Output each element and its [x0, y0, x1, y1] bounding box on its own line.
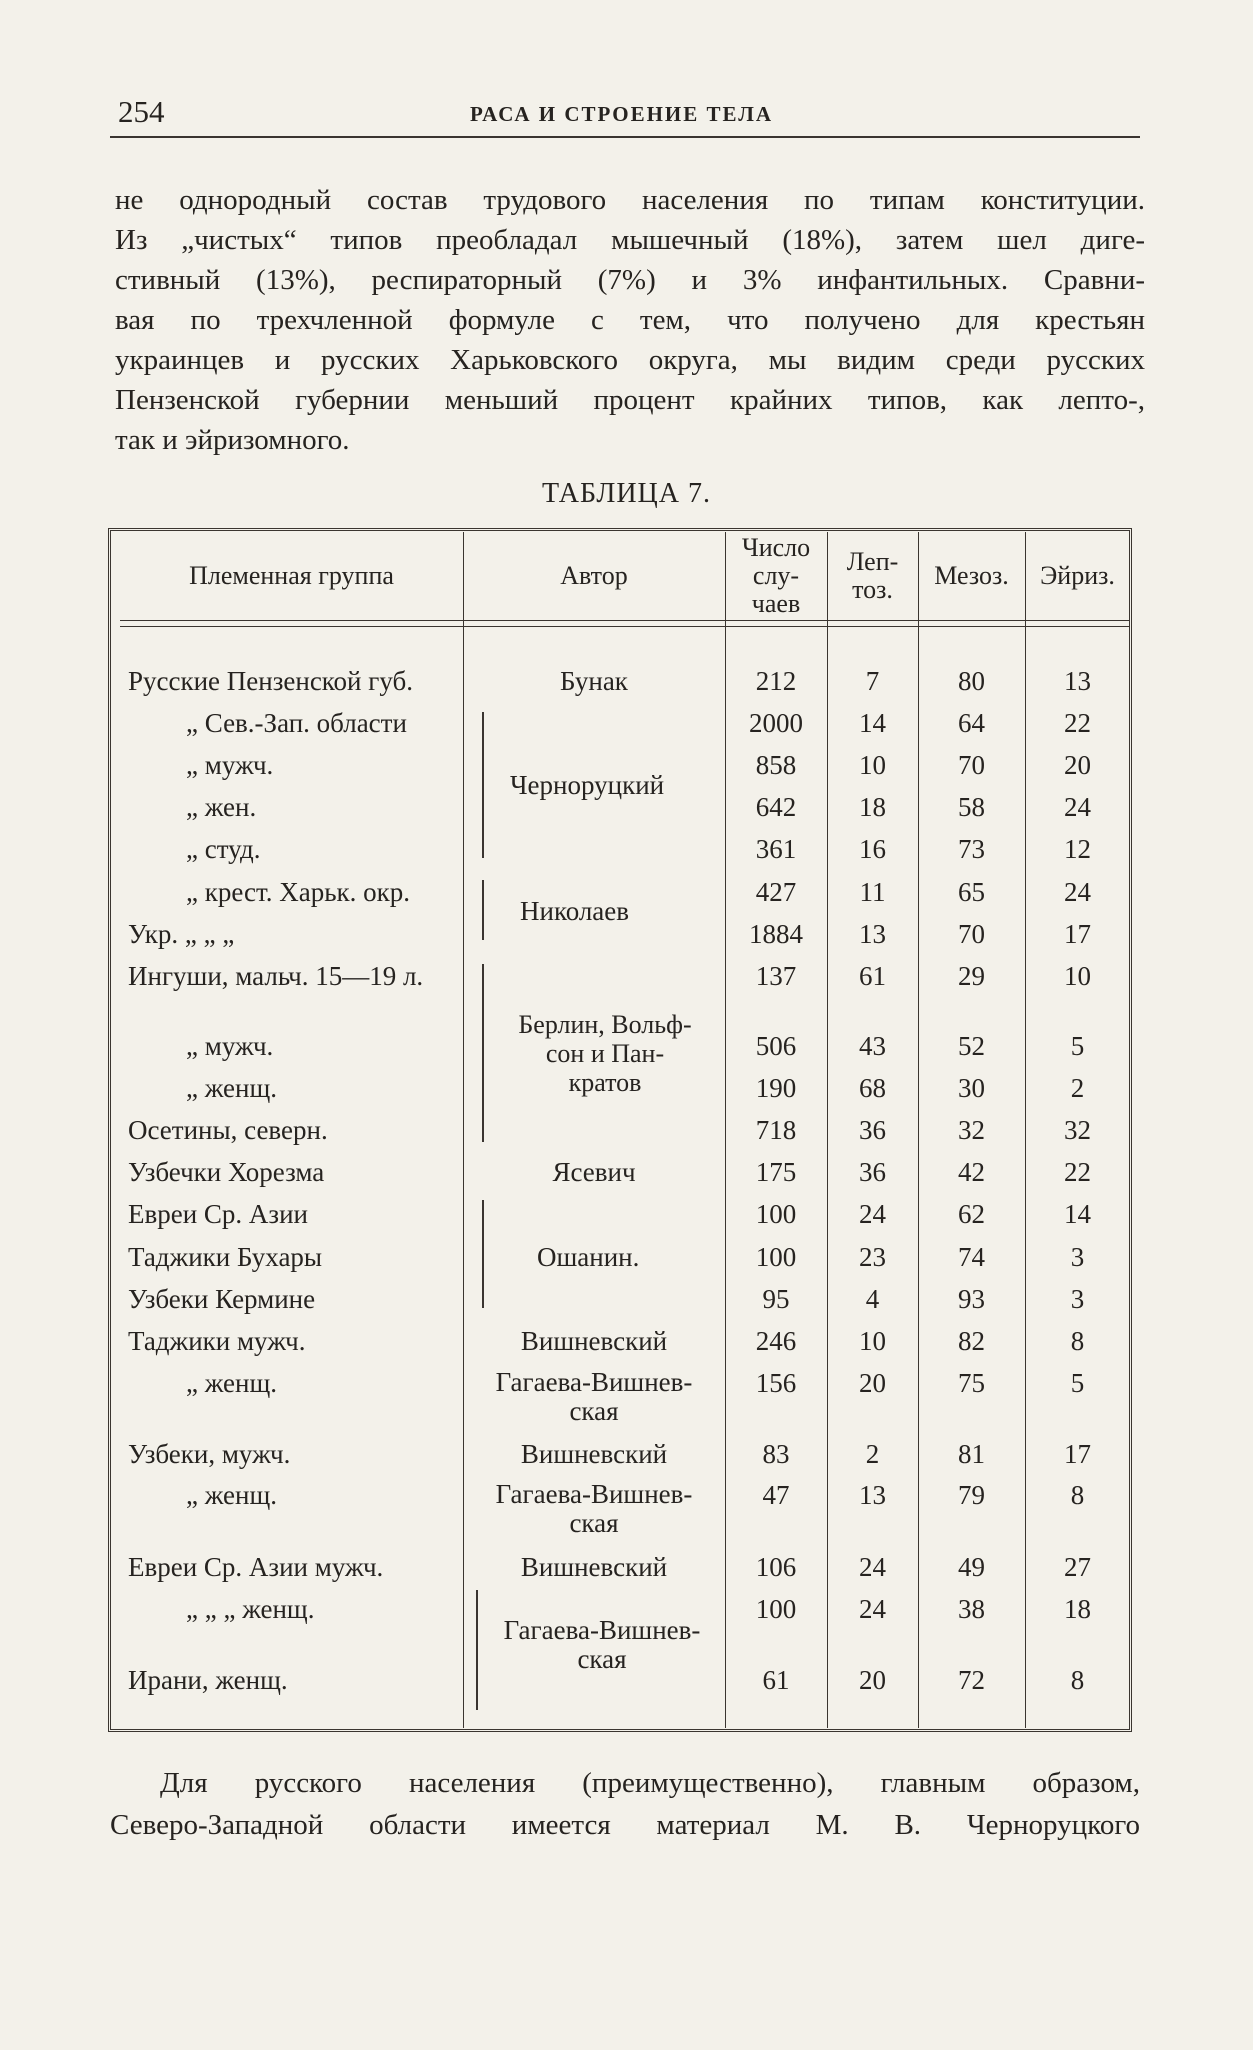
header-mezo: Мезоз. [934, 561, 1009, 590]
cell-mezo: 38 [958, 1594, 985, 1624]
cell-mezo: 79 [958, 1480, 985, 1510]
cell-group: Узбеки, мужч. [128, 1439, 291, 1469]
header-lepto-line: тоз. [852, 575, 893, 604]
cell-group: „ женщ. [186, 1073, 278, 1103]
author-cell: Черноруцкий [510, 770, 665, 800]
cell-eury: 24 [1064, 792, 1091, 822]
cell-group: Узбечки Хорезма [128, 1157, 325, 1187]
grouping-brace [482, 1200, 494, 1308]
cell-lepto: 2 [865, 1439, 880, 1469]
cell-cases: 246 [755, 1326, 797, 1356]
intro-line: Из „чистых“ типов преобладал мышечный (18%), затем шел диге- [115, 224, 1145, 256]
cell-group: „ мужч. [186, 750, 274, 780]
cell-eury: 5 [1070, 1031, 1085, 1061]
cell-mezo: 52 [958, 1031, 985, 1061]
cell-lepto: 16 [859, 834, 886, 864]
cell-lepto: 13 [859, 919, 886, 949]
author-line: Берлин, Вольф- [518, 1010, 692, 1039]
author-cell: Вишневский [520, 1439, 668, 1469]
cell-mezo: 81 [958, 1439, 985, 1469]
cell-group: Ирани, женщ. [128, 1665, 288, 1695]
cell-lepto: 36 [859, 1157, 886, 1187]
cell-cases: 212 [755, 666, 797, 696]
closing-line: Северо-Западной области имеется материал М. В. Черноруцкого [110, 1809, 1140, 1841]
intro-line: стивный (13%), респираторный (7%) и 3% инфантильных. Сравни- [115, 264, 1145, 296]
author-cell: Вишневский [520, 1552, 668, 1582]
cell-mezo: 42 [958, 1157, 985, 1187]
author-cell [463, 1368, 725, 1426]
cell-cases: 175 [755, 1157, 797, 1187]
cell-group: Ингуши, мальч. 15—19 л. [128, 961, 424, 991]
cell-eury: 5 [1070, 1368, 1085, 1398]
table-title: ТАБЛИЦА 7. [542, 478, 711, 509]
cell-cases: 47 [762, 1480, 790, 1510]
author-cell [484, 1616, 720, 1674]
cell-mezo: 30 [958, 1073, 985, 1103]
cell-group: Евреи Ср. Азии [128, 1199, 308, 1229]
cell-eury: 22 [1064, 1157, 1091, 1187]
cell-eury: 14 [1064, 1199, 1091, 1229]
cell-eury: 8 [1070, 1665, 1085, 1695]
cell-eury: 2 [1070, 1073, 1085, 1103]
cell-lepto: 14 [859, 708, 886, 738]
cell-eury: 8 [1070, 1480, 1085, 1510]
cell-eury: 18 [1064, 1594, 1091, 1624]
cell-cases: 106 [755, 1552, 797, 1582]
author-line: Гагаева-Вишнев- [495, 1367, 693, 1397]
cell-lepto: 24 [859, 1552, 886, 1582]
author-cell [463, 1480, 725, 1538]
cell-group: Таджики Бухары [128, 1242, 323, 1272]
header-lepto-line: Леп- [846, 547, 899, 576]
cell-lepto: 20 [859, 1368, 886, 1398]
author-line: сон и Пан- [545, 1039, 665, 1068]
cell-group: Русские Пензенской губ. [128, 666, 413, 696]
cell-cases: 100 [755, 1594, 797, 1624]
cell-eury: 20 [1064, 750, 1091, 780]
cell-group: „ крест. Харьк. окр. [186, 877, 411, 907]
header-cases [725, 532, 827, 620]
header-eury: Эйриз. [1040, 561, 1115, 590]
cell-lepto: 68 [859, 1073, 886, 1103]
author-cell: Вишневский [520, 1326, 668, 1356]
header-separator [120, 620, 1130, 627]
closing-line: Для русского населения (преимущественно), главным образом, [160, 1767, 1140, 1799]
cell-eury: 8 [1070, 1326, 1085, 1356]
cell-cases: 642 [755, 792, 797, 822]
header-cases-line: чаев [751, 589, 801, 618]
cell-group: „ студ. [186, 834, 261, 864]
cell-lepto: 23 [859, 1242, 886, 1272]
cell-group: „ женщ. [186, 1480, 278, 1510]
cell-lepto: 43 [859, 1031, 886, 1061]
cell-eury: 32 [1064, 1115, 1091, 1145]
cell-eury: 10 [1064, 961, 1091, 991]
intro-line: не однородный состав трудового населения по типам конституции. [115, 184, 1145, 216]
cell-mezo: 70 [958, 750, 985, 780]
cell-mezo: 62 [958, 1199, 985, 1229]
cell-lepto: 7 [865, 666, 880, 696]
intro-line: вая по трехчленной формуле с тем, что получено для крестьян [115, 304, 1145, 336]
intro-paragraph [115, 180, 1145, 460]
author-cell: Бунак [560, 666, 628, 696]
cell-lepto: 13 [859, 1480, 886, 1510]
cell-lepto: 36 [859, 1115, 886, 1145]
cell-mezo: 80 [958, 666, 985, 696]
running-head: РАСА И СТРОЕНИЕ ТЕЛА [470, 102, 774, 126]
author-cell: Ошанин. [537, 1242, 640, 1272]
cell-mezo: 93 [958, 1284, 985, 1314]
header-group: Племенная группа [189, 561, 394, 590]
cell-cases: 83 [762, 1439, 790, 1469]
cell-cases: 506 [755, 1031, 797, 1061]
cell-eury: 12 [1064, 834, 1091, 864]
intro-line: так и эйризомного. [115, 424, 350, 456]
cell-mezo: 49 [958, 1552, 985, 1582]
author-line: ская [569, 1396, 619, 1426]
cell-mezo: 58 [958, 792, 985, 822]
cell-lepto: 24 [859, 1594, 886, 1624]
cell-cases: 361 [755, 834, 797, 864]
cell-eury: 22 [1064, 708, 1091, 738]
grouping-brace [482, 880, 494, 940]
cell-cases: 718 [755, 1115, 797, 1145]
header-lepto [827, 532, 918, 620]
cell-cases: 156 [755, 1368, 797, 1398]
cell-lepto: 10 [859, 1326, 886, 1356]
cell-eury: 13 [1064, 666, 1091, 696]
author-line: кратов [568, 1068, 642, 1097]
cell-lepto: 10 [859, 750, 886, 780]
cell-lepto: 18 [859, 792, 886, 822]
cell-eury: 24 [1064, 877, 1091, 907]
author-cell: Ясевич [552, 1157, 636, 1187]
author-line: ская [569, 1508, 619, 1538]
cell-eury: 17 [1064, 1439, 1091, 1469]
author-cell [490, 1010, 720, 1097]
author-line: ская [577, 1644, 627, 1674]
cell-cases: 2000 [749, 708, 803, 738]
cell-cases: 95 [762, 1284, 790, 1314]
intro-line: Пензенской губернии меньший процент крайних типов, как лепто-, [115, 384, 1145, 416]
cell-eury: 27 [1064, 1552, 1091, 1582]
cell-eury: 3 [1070, 1284, 1085, 1314]
author-cell: Николаев [520, 896, 630, 926]
cell-mezo: 72 [958, 1665, 985, 1695]
cell-eury: 3 [1070, 1242, 1085, 1272]
author-line: Гагаева-Вишнев- [495, 1479, 693, 1509]
cell-cases: 858 [755, 750, 797, 780]
cell-group: „ Сев.-Зап. области [186, 708, 407, 738]
cell-cases: 1884 [749, 919, 803, 949]
cell-lepto: 11 [859, 877, 886, 907]
cell-group: Узбеки Кермине [128, 1284, 316, 1314]
cell-cases: 100 [755, 1242, 797, 1272]
cell-cases: 427 [755, 877, 797, 907]
cell-lepto: 24 [859, 1199, 886, 1229]
cell-lepto: 61 [859, 961, 886, 991]
cell-mezo: 65 [958, 877, 985, 907]
cell-group: Евреи Ср. Азии мужч. [128, 1552, 384, 1582]
cell-mezo: 32 [958, 1115, 985, 1145]
intro-line: украинцев и русских Харьковского округа, мы видим среди русских [115, 344, 1145, 376]
cell-group: „ „ „ женщ. [186, 1594, 315, 1624]
header-cases-line: Число [741, 533, 811, 562]
grouping-brace [482, 712, 494, 858]
author-line: Гагаева-Вишнев- [503, 1615, 701, 1645]
column-divider [463, 532, 464, 1728]
closing-paragraph [110, 1762, 1140, 1846]
cell-group: „ жен. [186, 792, 257, 822]
cell-mezo: 74 [958, 1242, 985, 1272]
cell-lepto: 4 [865, 1284, 880, 1314]
cell-group: „ мужч. [186, 1031, 274, 1061]
cell-mezo: 73 [958, 834, 985, 864]
cell-cases: 100 [755, 1199, 797, 1229]
cell-cases: 137 [755, 961, 797, 991]
cell-lepto: 20 [859, 1665, 886, 1695]
cell-group: Таджики мужч. [128, 1326, 306, 1356]
header-author: Автор [560, 561, 628, 590]
cell-cases: 61 [762, 1665, 790, 1695]
cell-group: „ женщ. [186, 1368, 278, 1398]
cell-mezo: 64 [958, 708, 985, 738]
cell-group: Укр. „ „ „ [128, 919, 235, 949]
cell-cases: 190 [755, 1073, 797, 1103]
cell-mezo: 75 [958, 1368, 985, 1398]
cell-mezo: 70 [958, 919, 985, 949]
header-cases-line: слу- [752, 561, 800, 590]
cell-mezo: 29 [958, 961, 985, 991]
page-number: 254 [118, 94, 165, 129]
cell-group: Осетины, северн. [128, 1115, 328, 1145]
page-header [110, 88, 1140, 138]
cell-mezo: 82 [958, 1326, 985, 1356]
cell-eury: 17 [1064, 919, 1091, 949]
